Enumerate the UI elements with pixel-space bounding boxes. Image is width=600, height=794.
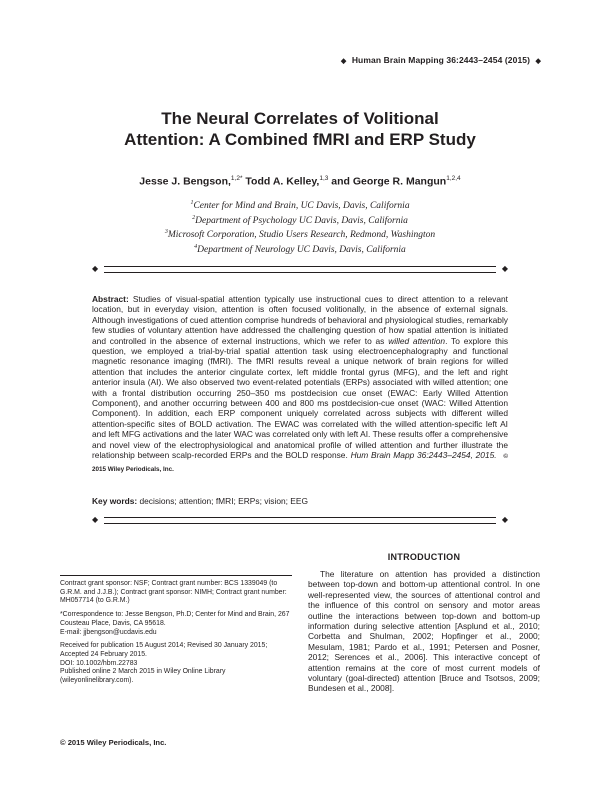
affil-text: Department of Neurology UC Davis, Davis, California [197, 245, 406, 256]
affil-number: 1 [190, 200, 194, 206]
diamond-icon: ◆ [501, 515, 508, 524]
affiliation [60, 242, 540, 257]
author-name: Jesse J. Bengson, [139, 175, 231, 188]
section-divider [92, 516, 508, 525]
abstract-copyright: © 2015 Wiley Periodicals, Inc. [92, 453, 509, 473]
diamond-icon: ◆ [92, 515, 99, 524]
affiliation-list [60, 198, 540, 257]
author-list [60, 175, 540, 188]
footnote-rule [60, 575, 292, 576]
title-line: The Neural Correlates of Volitional [161, 109, 439, 128]
affil-text: Center for Mind and Brain, UC Davis, Davis, California [193, 201, 410, 212]
divider-line [104, 523, 496, 524]
author-name: Todd A. Kelley, [245, 175, 320, 188]
author-affil-marks: 1,2* [230, 175, 243, 182]
divider-line [104, 266, 496, 267]
affiliation [60, 227, 540, 242]
bullet-glyph: ◆ [535, 58, 541, 65]
footer-copyright: © 2015 Wiley Periodicals, Inc. [60, 738, 167, 747]
divider-line [104, 272, 496, 273]
paper-title [60, 108, 540, 150]
introduction-heading: INTRODUCTION [387, 552, 461, 562]
footnote-correspondence: *Correspondence to: Jesse Bengson, Ph.D; Center for Mind and Brain, 267 Cousteau Place, Davis, CA 95618. [60, 611, 290, 627]
footnote-doi: DOI: 10.1002/hbm.22783 [60, 659, 138, 667]
abstract-text: Studies of visual-spatial attention typically use instructional cues to direct attention to a relevant location, but in everyday vision, attention is often focused volitionally, in the absence of external signals. Although investigations of cued attention comprise hundreds of behavioral and physiological studies, remarkably few studies of voluntary attention have addressed the challenging question of how spatial attention is initiated and controlled in the absence of external instructions, which we refer to as [92, 294, 508, 346]
diamond-icon: ◆ [501, 264, 508, 273]
keywords-label: Key words: [92, 496, 138, 506]
abstract-italic-term: willed attention [388, 335, 446, 346]
section-divider [92, 265, 508, 274]
keywords [92, 496, 508, 506]
affil-number: 4 [194, 243, 198, 250]
author-affil-marks: 1,2,4 [446, 175, 461, 182]
title-line: Attention: A Combined fMRI and ERP Study [124, 130, 476, 149]
affil-text: Microsoft Corporation, Studio Users Research, Redmond, Washington [167, 230, 436, 241]
footnote-grants: Contract grant sponsor: NSF; Contract grant number: BCS 1339049 (to G.R.M. and J.J.B.); Contract grant sponsor: NIMH; Contract grant number: MH057714 (to G.R.M.) [60, 580, 287, 605]
abstract-citation: Hum Brain Mapp 36:2443–2454, 2015. [350, 450, 497, 461]
abstract [92, 294, 508, 475]
footnotes [60, 580, 292, 691]
author-name: and George R. Mangun [331, 175, 447, 188]
affil-number: 2 [192, 214, 196, 221]
bullet-glyph: ◆ [340, 58, 347, 65]
journal-citation: Human Brain Mapping 36:2443–2454 (2015) [351, 55, 531, 65]
diamond-icon: ◆ [92, 264, 99, 273]
footnote-received: Received for publication 15 August 2014; Revised 30 January 2015; Accepted 24 February 2015. [60, 642, 268, 658]
footnote-email: E-mail: jjbengson@ucdavis.edu [60, 628, 157, 636]
introduction-text: The literature on attention has provided a distinction between top-down and bottom-up attentional control. In one well-represented view, the sources of attentional control and the influence of this control on sensory and motor areas outline the interactions between top-down and bottom-up information during selective attention [Asplund et al., 2010; Corbetta and Shulman, 2002; Hopfinger et al., 2000; Mesulam, 1981; Pardo et al., 1991; Petersen and Posner, 2012; Serences et al., 2006]. This interactive concept of attention remains at the core of most current models of voluntary (goal-directed) attention [Bruce and Tsotsos, 2009; Bundesen et al., 2008]. [308, 569, 540, 694]
author-affil-marks: 1,3 [319, 175, 329, 182]
abstract-label: Abstract: [92, 294, 129, 304]
affil-text: Department of Psychology UC Davis, Davis, California [195, 215, 408, 226]
footnote-published: Published online 2 March 2015 in Wiley Online Library (wileyonlinelibrary.com). [60, 668, 226, 685]
affil-number: 3 [164, 229, 168, 236]
keywords-text: decisions; attention; fMRI; ERPs; vision; EEG [139, 496, 308, 506]
abstract-text: . To explore this question, we employed a trial-by-trial spatial attention task using electroencephalography and functional magnetic resonance imaging (fMRI). The fMRI results reveal a unique network of brain regions for willed attention that includes the anterior cingulate cortex, left middle frontal gyrus (MFG), and the left and right anterior insula (AI). We also observed two event-related potentials (ERPs) associated with willed attention; one with a frontal distribution occurring 250–350 ms postdecision cue onset (EWAC: Early Willed Attention Component), and another occurring between 400 and 800 ms postdecision-cue onset (WAC: Willed Attention Component). In addition, each ERP component uniquely correlated across subjects with different willed attention-specific sites of BOLD activation. The EWAC was correlated with the willed attention-specific left AI and left MFG activations and the later WAC was correlated only with left AI. These results offer a comprehensive and novel view of the electrophysiological and anatomical profile of willed attention and further illustrate the relationship between scalp-recorded ERPs and the BOLD response. [92, 335, 509, 461]
divider-line [104, 517, 496, 518]
running-head [338, 55, 544, 65]
affiliation [60, 198, 540, 213]
affiliation [60, 213, 540, 228]
